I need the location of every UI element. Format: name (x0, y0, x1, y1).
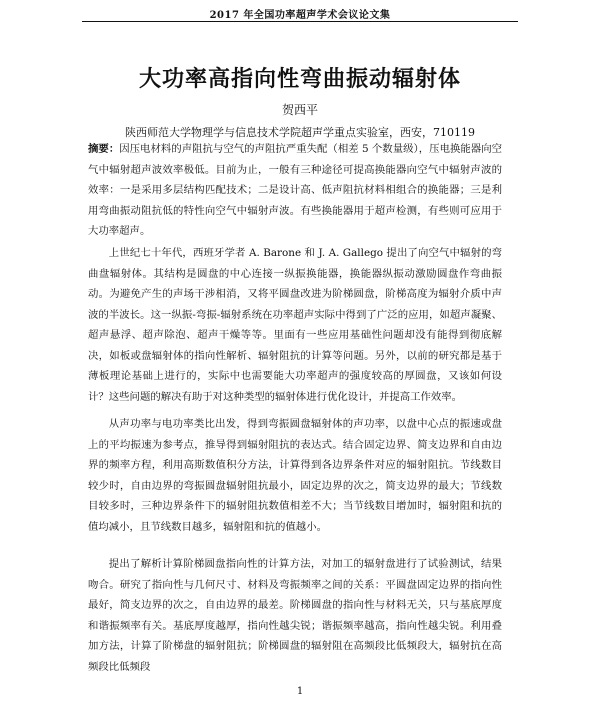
body-paragraph-3 (88, 554, 502, 677)
paragraph-text: 提出了解析计算阶梯圆盘指向性的计算方法，对加工的辐射盘进行了试验测试，结果吻合。研究了指向性与几何尺寸、材料及弯振频率之间的关系：平圆盘固定边界的指向性最好，简支边界的次之，自由边界的最差。阶梯圆盘的指向性与材料无关，只与基底厚度和谐振频率有关。基底厚度越厚，指向性越尖锐；谐振频率越高，指向性越尖锐。利用叠加方法，计算了阶梯盘的辐射阻抗；阶梯圆盘的辐射阻在高频段比低频段大，辐射抗在高频段比低频段 (88, 558, 502, 673)
body-paragraph-1 (88, 243, 502, 407)
running-header: 2017 年全国功率超声学术会议论文集 (209, 10, 391, 21)
body-paragraph-2 (88, 414, 502, 537)
abstract (88, 139, 502, 242)
paper-title: 大功率高指向性弯曲振动辐射体 (138, 67, 461, 92)
header-divider (82, 21, 518, 22)
abstract-text: 因压电材料的声阻抗与空气的声阻抗严重失配（相差 5 个数量级），压电换能器向空气中辐射超声波效率极低。目前为止，一般有三种途径可提高换能器向空气中辐射声波的效率：一是采用多层结构匹配技术；二是设计高、低声阻抗材料相组合的换能器；三是利用弯曲振动阻抗低的特性向空气中辐射声波。有些换能器用于超声检测，有些则可应用于大功率超声。 (88, 143, 503, 237)
author-affiliation: 陕西师范大学物理学与信息技术学院超声学重点实验室，西安，710119 (125, 126, 475, 139)
author-name: 贺西平 (281, 103, 318, 117)
abstract-label: 摘要： (88, 143, 120, 155)
paragraph-text: 上世纪七十年代，西班牙学者 A. Barone 和 J. A. Gallego 提出了向空气中辐射的弯曲盘辐射体。其结构是圆盘的中心连接一纵振换能器，换能器纵振动激励圆盘作弯曲振动。为避免产生的声场干涉相消，又将平圆盘改进为阶梯圆盘，阶梯高度为辐射介质中声波的半波长。这一纵振-弯振-辐射系统在功率超声实际中得到了广泛的应用，如超声凝聚、超声悬浮、超声除泡、超声干燥等等。里面有一些应用基础性问题却没有能得到彻底解决，如板或盘辐射体的指向性解析、辐射阻抗的计算等问题。另外，以前的研究都是基于薄板理论基础上进行的，实际中也需要能大功率超声的强度较高的厚圆盘，又该如何设计？这些问题的解决有助于对这种类型的辐射体进行优化设计，并提高工作效率。 (88, 247, 502, 403)
page-number: 1 (296, 686, 304, 697)
paragraph-text: 从声功率与电功率类比出发，得到弯振圆盘辐射体的声功率，以盘中心点的振速或盘上的平均振速为参考点，推导得到辐射阻抗的表达式。结合固定边界、简支边界和自由边界的频率方程，利用高斯数值积分方法，计算得到各边界条件对应的辐射阻抗。节线数目较少时，自由边界的弯振圆盘辐射阻抗最小，固定边界的次之，简支边界的最大；节线数目较多时，三种边界条件下的辐射阻抗数值相差不大；当节线数目增加时，辐射阻和抗的值均减小，且节线数目越多，辐射阻和抗的值越小。 (88, 418, 502, 533)
